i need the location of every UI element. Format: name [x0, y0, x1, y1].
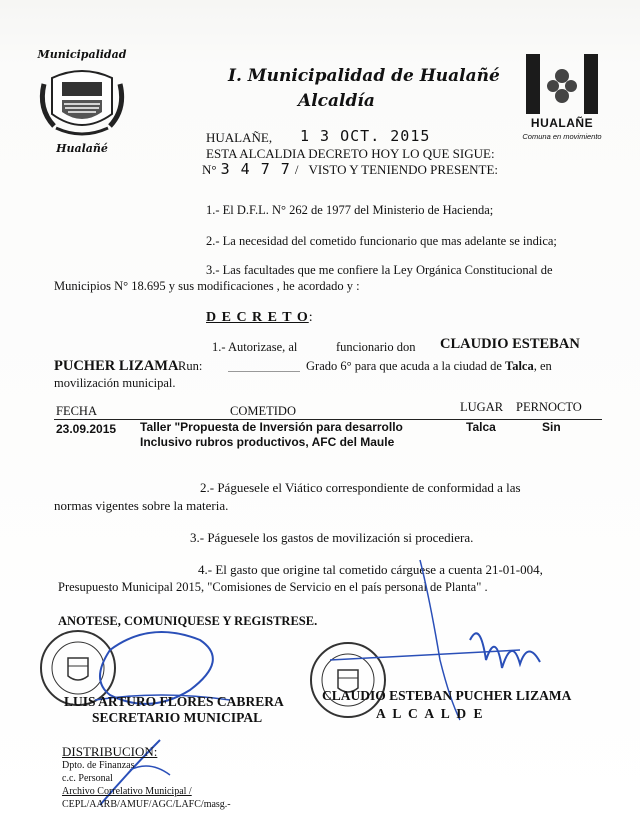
- secretary-name: LUIS ARTURO FLORES CABRERA: [64, 694, 284, 709]
- col-header-fecha: FECHA: [56, 404, 97, 418]
- decreto-heading-colon: :: [308, 310, 313, 325]
- consideration-2: 2.- La necesidad del cometido funcionario que mas adelante se indica;: [206, 234, 557, 248]
- place: HUALAÑE,: [206, 130, 273, 145]
- decreto-heading: [206, 308, 313, 326]
- row-cometido-line-1: Taller "Propuesta de Inversión para desarrollo: [140, 420, 403, 434]
- consideration-1: 1.- El D.F.L. N° 262 de 1977 del Ministerio de Hacienda;: [206, 203, 494, 217]
- seal-text-bottom: Hualañé: [56, 142, 108, 155]
- article-3: 3.- Páguesele los gastos de movilización si procediera.: [190, 530, 474, 545]
- article-4-line-2: Presupuesto Municipal 2015, "Comisiones de Servicio en el país personal de Planta" .: [58, 580, 488, 594]
- article-1-official: funcionario don: [336, 340, 416, 354]
- distribution-line-1: Dpto. de Finanzas: [62, 760, 135, 771]
- col-header-cometido: COMETIDO: [230, 404, 296, 418]
- col-header-pernocto: PERNOCTO: [516, 400, 582, 414]
- destination-city: Talca: [505, 359, 534, 373]
- distribution-line-3: Archivo Correlativo Municipal /: [62, 786, 192, 797]
- official-first-names: CLAUDIO ESTEBAN: [440, 336, 580, 352]
- commission-table: [54, 398, 602, 448]
- closing-formula: ANOTESE, COMUNIQUESE Y REGISTRESE.: [58, 614, 318, 628]
- decree-line-1: ESTA ALCALDIA DECRETO HOY LO QUE SIGUE:: [206, 146, 495, 161]
- secretary-role: SECRETARIO MUNICIPAL: [92, 710, 263, 725]
- seal-text-top: Municipalidad: [37, 48, 127, 61]
- number-suffix: /: [294, 162, 299, 177]
- article-4-line-1: 4.- El gasto que origine tal cometido cárguese a cuenta 21-01-004,: [198, 562, 543, 577]
- consideration-3a: 3.- Las facultades que me confiere la Ley Orgánica Constitucional de: [206, 263, 553, 277]
- article-1-start: 1.- Autorizase, al: [212, 340, 298, 354]
- decree-number-row: [202, 160, 498, 179]
- brand-name: HUALAÑE: [530, 116, 594, 130]
- coat-of-arms-icon: [32, 54, 132, 154]
- mayor-role: A L C A L D E: [376, 706, 485, 721]
- distribution-line-4: CEPL/AARB/AMUF/AGC/LAFC/masg.-: [62, 799, 231, 810]
- document-subtitle: Alcaldía: [298, 91, 375, 111]
- article-2-line-2: normas vigentes sobre la materia.: [54, 498, 229, 513]
- number-prefix: N°: [202, 162, 217, 177]
- brand-tagline: Comuna en movimiento: [522, 132, 602, 141]
- grade-text: Grado 6° para que acuda a la ciudad de: [306, 359, 502, 373]
- article-1-grade: [306, 359, 552, 374]
- document-title: I. Municipalidad de Hualañé: [228, 66, 500, 86]
- run-label: Run:: [178, 359, 203, 373]
- decreto-heading-text: D E C R E T O: [206, 310, 309, 325]
- municipal-seal: [32, 48, 132, 155]
- row-fecha: 23.09.2015: [56, 422, 117, 436]
- brand-logo: [520, 52, 604, 152]
- article-1-tail: , en: [533, 359, 552, 373]
- row-lugar: Talca: [466, 420, 496, 434]
- row-cometido-line-2: Inclusivo rubros productivos, AFC del Maule: [140, 435, 395, 449]
- hualane-h-logo-icon: [520, 52, 604, 116]
- decree-number: 3 4 7 7: [220, 160, 291, 178]
- row-pernocto: Sin: [542, 420, 561, 434]
- distribution-line-2: c.c. Personal: [62, 773, 113, 784]
- run-redacted-field: [228, 371, 300, 372]
- decree-line-2: VISTO Y TENIENDO PRESENTE:: [308, 162, 499, 177]
- col-header-lugar: LUGAR: [460, 400, 504, 414]
- distribution-heading: DISTRIBUCION:: [62, 744, 158, 759]
- article-2-line-1: 2.- Páguesele el Viático correspondiente de conformidad a las: [200, 480, 521, 495]
- official-last-names: PUCHER LIZAMA: [54, 358, 179, 374]
- consideration-3b: Municipios N° 18.695 y sus modificaciones , he acordado y :: [54, 279, 360, 293]
- mayor-name: CLAUDIO ESTEBAN PUCHER LIZAMA: [322, 688, 572, 703]
- decree-date: 1 3 OCT. 2015: [300, 127, 431, 145]
- article-1-end: movilización municipal.: [54, 376, 176, 390]
